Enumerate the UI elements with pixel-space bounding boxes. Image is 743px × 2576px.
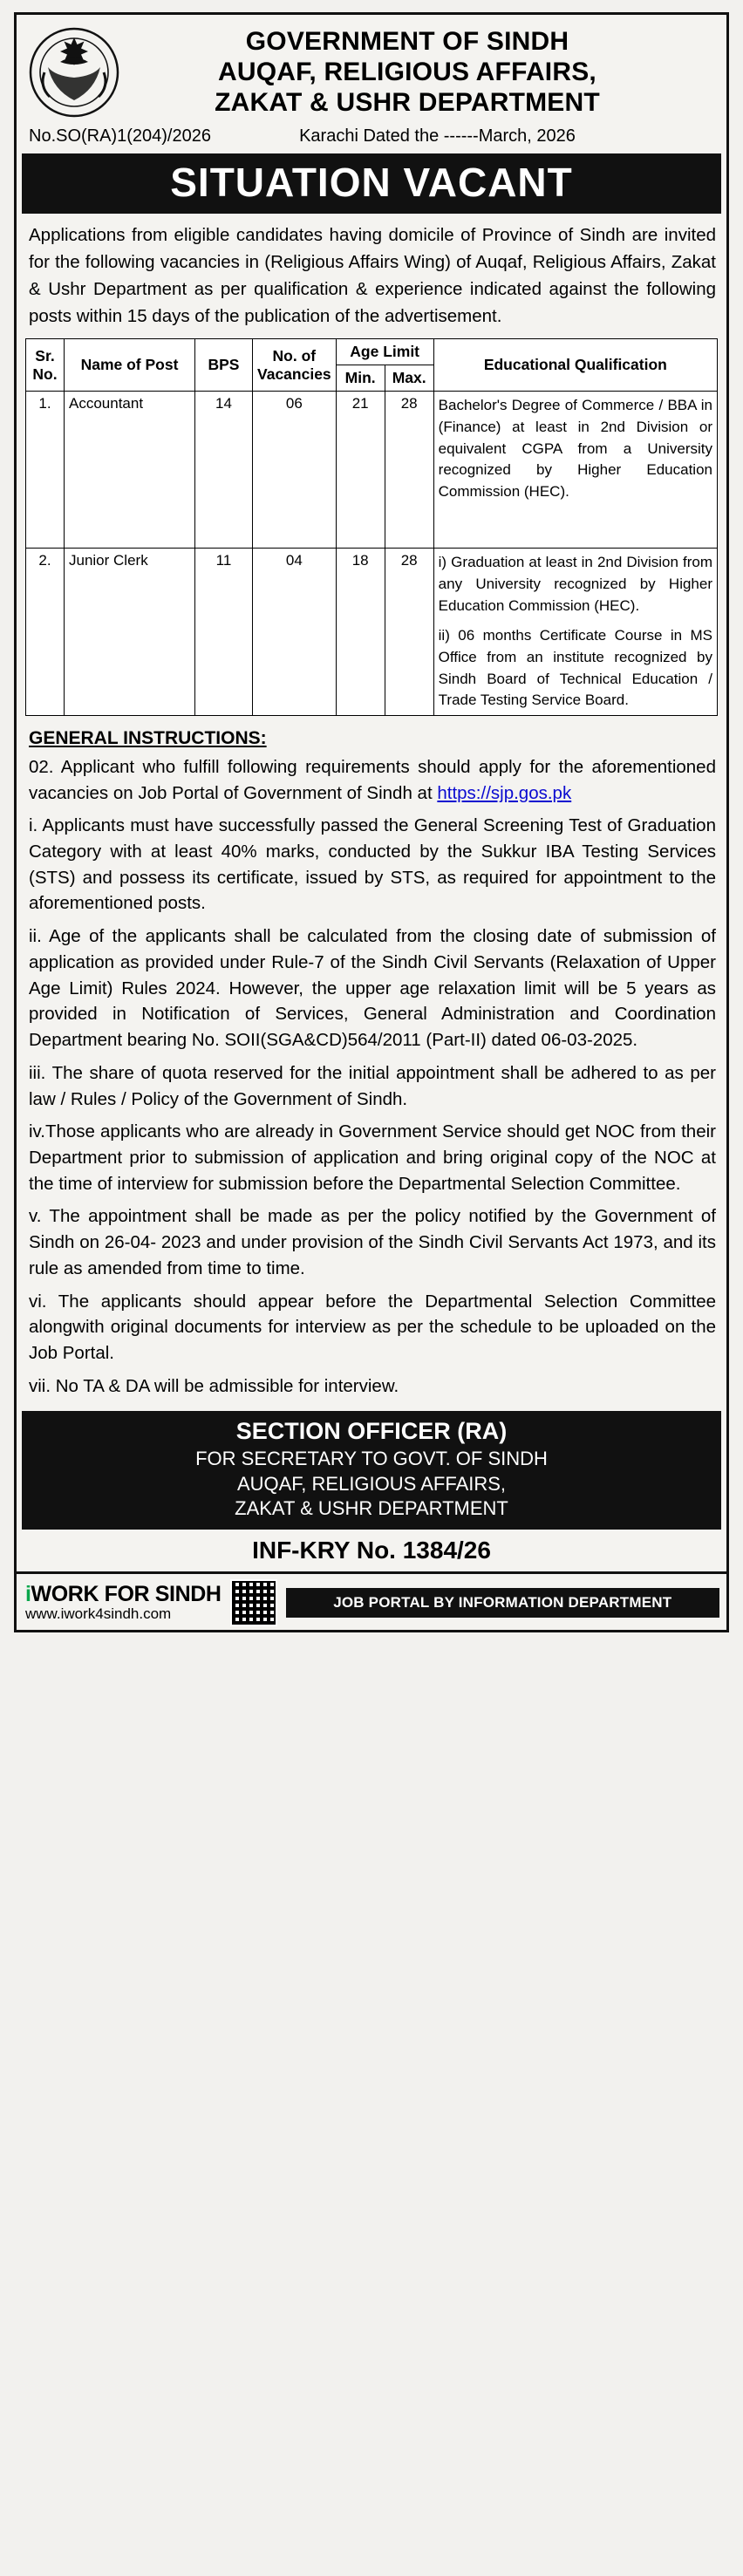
instruction-item-vii: vii. No TA & DA will be admissible for interview. (29, 1375, 399, 1396)
department-title (132, 27, 718, 118)
title-line-department-2: ZAKAT & USHR DEPARTMENT (215, 87, 600, 117)
signature-secretary: FOR SECRETARY TO GOVT. OF SINDH (195, 1448, 548, 1470)
cell-post-name: Accountant (65, 392, 195, 549)
signature-block (22, 1411, 721, 1530)
signature-officer: SECTION OFFICER (RA) (235, 1418, 508, 1445)
qualification-text: ii) 06 months Certificate Course in MS Office from an institute recognized by Sindh Board of Technical Education / Trade Testing Service Board. (438, 627, 712, 709)
introduction-paragraph: Applications from eligible candidates having domicile of Province of Sindh are invited for the following vacancies in (Religious Affairs Wing) of Auqaf, Religious Affairs, Zakat & Ushr Department as per qualification & experience indicated against the following posts within 15 days of the publication of the advertisement. (29, 225, 716, 326)
cell-qualification (433, 392, 717, 549)
brand-url: www.iwork4sindh.com (25, 1605, 172, 1623)
header-bps: BPS (195, 339, 253, 392)
cell-bps: 11 (195, 549, 253, 715)
cell-age-max: 28 (385, 392, 433, 549)
cell-age-min: 21 (336, 392, 385, 549)
cell-age-max: 28 (385, 549, 433, 715)
instruction-item-iv: iv.Those applicants who are already in Government Service should get NOC from their Department prior to submission of application and bring original copy of the NOC at the time of interview for submission before the Departmental Selection Committee. (29, 1121, 716, 1194)
header-age-limit: Age Limit (336, 339, 433, 365)
header-no-of-vacancies: No. of Vacancies (253, 339, 337, 392)
qualification-text: i) Graduation at least in 2nd Division from any University recognized by Higher Education Commission (HEC). (438, 554, 712, 614)
cell-vacancies: 04 (253, 549, 337, 715)
title-line-government: GOVERNMENT OF SINDH (245, 27, 569, 56)
header-age-max: Max. (385, 365, 433, 392)
brand-i-letter: i (25, 1582, 31, 1607)
table-row (26, 549, 718, 715)
header-age-min: Min. (336, 365, 385, 392)
qualification-text: Bachelor's Degree of Commerce / BBA in (Finance) at least in 2nd Division or equivalent CGPA from a University recognized by Higher Education Commission (HEC). (438, 397, 712, 500)
sindh-government-emblem-icon (29, 27, 119, 118)
title-line-department-1: AUQAF, RELIGIOUS AFFAIRS, (218, 57, 596, 86)
footer-bar (17, 1574, 726, 1630)
job-portal-link[interactable]: https://sjp.gos.pk (437, 782, 572, 803)
general-instructions-title: GENERAL INSTRUCTIONS: (29, 727, 267, 748)
instruction-item-02 (17, 751, 726, 809)
inf-number: INF-KRY No. 1384/26 (17, 1530, 726, 1574)
iwork-for-sindh-logo (25, 1582, 222, 1623)
qr-code-icon[interactable] (230, 1579, 277, 1626)
table-row (26, 392, 718, 549)
table-header-row (26, 339, 718, 365)
brand-text (25, 1582, 222, 1607)
document-header (17, 15, 726, 123)
cell-sr-no: 2. (26, 549, 65, 715)
header-educational-qualification: Educational Qualification (433, 339, 717, 392)
situation-vacant-banner: SITUATION VACANT (22, 153, 721, 214)
header-sr-no: Sr. No. (26, 339, 65, 392)
cell-vacancies: 06 (253, 392, 337, 549)
instruction-item-i: i. Applicants must have successfully passed the General Screening Test of Graduation Category with at least 40% marks, conducted by the Sukkur IBA Testing Services (STS) and possess its certificate, issued by STS, as required for appointment to the aforementioned posts. (29, 815, 716, 914)
instruction-item-v: v. The appointment shall be made as per the policy notified by the Government of Sindh on 26-04- 2023 and under provision of the Sindh Civil Servants Act 1973, and its rule as amended from time to time. (29, 1206, 716, 1278)
cell-sr-no: 1. (26, 392, 65, 549)
reference-line (17, 123, 726, 153)
instruction-02-text: 02. Applicant who fulfill following requirements should apply for the aforementioned vacancies on Job Portal of Government of Sindh at (29, 756, 716, 803)
signature-dept-2: ZAKAT & USHR DEPARTMENT (235, 1497, 508, 1520)
signature-dept-1: AUQAF, RELIGIOUS AFFAIRS, (236, 1472, 507, 1495)
header-name-of-post: Name of Post (65, 339, 195, 392)
cell-qualification (433, 549, 717, 715)
cell-bps: 14 (195, 392, 253, 549)
instruction-item-iii: iii. The share of quota reserved for the initial appointment shall be adhered to as per law / Rules / Policy of the Government of Sindh. (29, 1062, 716, 1109)
reference-number: No.SO(RA)1(204)/2026 (29, 126, 211, 147)
brand-name: WORK FOR SINDH (31, 1582, 222, 1607)
instruction-item-vi: vi. The applicants should appear before the Departmental Selection Committee alongwith original documents for interview as per the schedule to be uploaded on the Job Portal. (29, 1291, 716, 1363)
job-portal-banner: JOB PORTAL BY INFORMATION DEPARTMENT (286, 1588, 719, 1618)
instruction-item-ii: ii. Age of the applicants shall be calculated from the closing date of submission of application as provided under Rule-7 of the Sindh Civil Servants (Relaxation of Upper Age Limit) Rules 2024. However, the upper age relaxation limit will be 5 years as provided in Notification of Services, General Administration and Coordination Department bearing No. SOII(SGA&CD)564/2011 (Part-II) dated 06-03-2025. (29, 926, 716, 1051)
advertisement-frame (14, 12, 729, 1632)
cell-age-min: 18 (336, 549, 385, 715)
cell-post-name: Junior Clerk (65, 549, 195, 715)
reference-date: Karachi Dated the ------March, 2026 (299, 126, 576, 147)
vacancy-table (25, 338, 718, 715)
